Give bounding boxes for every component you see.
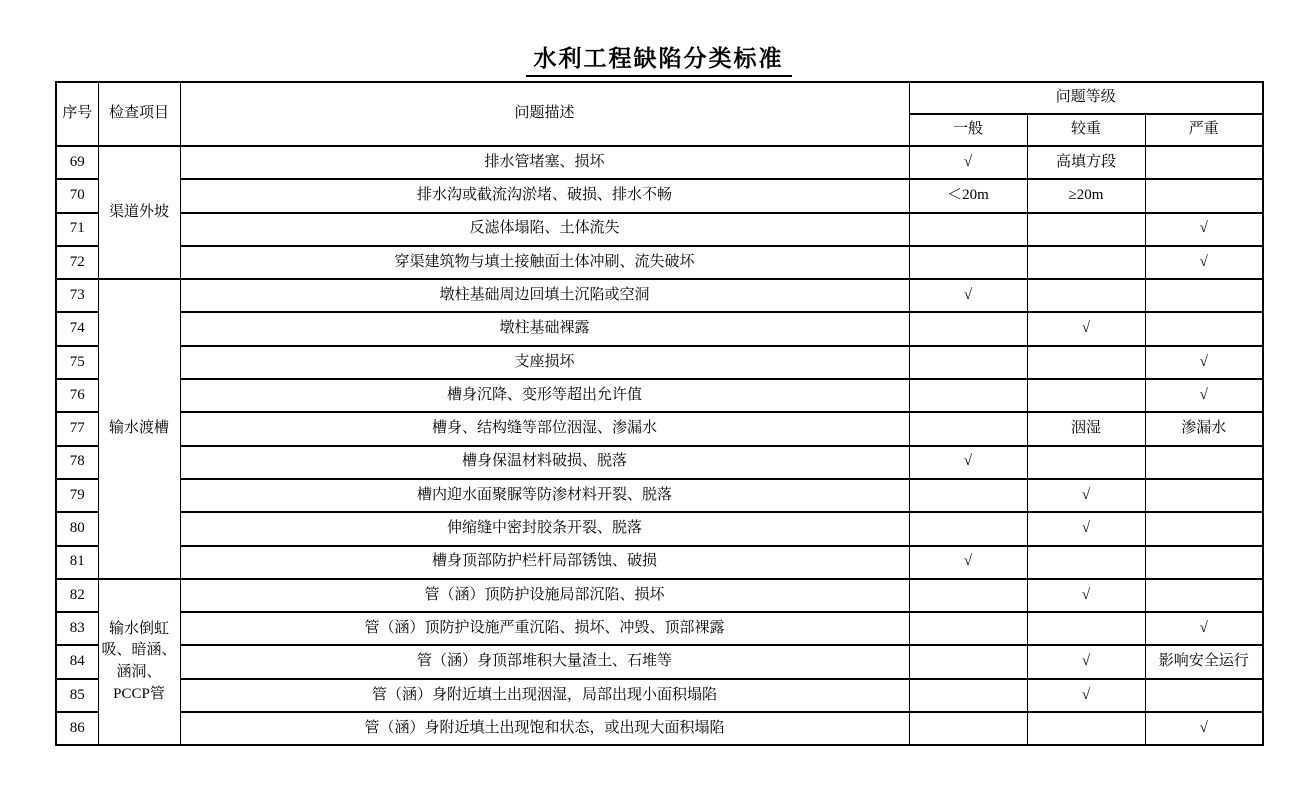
header-problem-grade: 问题等级	[909, 82, 1263, 114]
cell-grade-general	[909, 213, 1027, 246]
cell-grade-moderate: √	[1027, 512, 1145, 545]
cell-problem-description: 管（涵）身附近填土出现饱和状态，或出现大面积塌陷	[180, 712, 909, 745]
cell-grade-moderate: 洇湿	[1027, 412, 1145, 445]
table-row	[56, 179, 1263, 212]
cell-seq: 78	[56, 446, 98, 479]
table-header	[56, 82, 1263, 146]
cell-seq: 70	[56, 179, 98, 212]
cell-grade-general: √	[909, 146, 1027, 179]
cell-grade-severe: √	[1145, 346, 1263, 379]
cell-seq: 73	[56, 279, 98, 312]
table-row	[56, 579, 1263, 612]
cell-inspection-item: 输水倒虹吸、暗涵、涵洞、PCCP管	[98, 579, 180, 745]
cell-grade-general: √	[909, 546, 1027, 579]
cell-grade-moderate: √	[1027, 312, 1145, 345]
cell-grade-severe	[1145, 479, 1263, 512]
cell-grade-moderate	[1027, 446, 1145, 479]
table-body	[56, 146, 1263, 745]
cell-seq: 81	[56, 546, 98, 579]
table-row	[56, 679, 1263, 712]
cell-problem-description: 穿渠建筑物与填土接触面土体冲刷、流失破坏	[180, 246, 909, 279]
cell-problem-description: 槽身保温材料破损、脱落	[180, 446, 909, 479]
cell-grade-severe: √	[1145, 379, 1263, 412]
cell-inspection-item: 输水渡槽	[98, 279, 180, 579]
header-grade-general: 一般	[909, 114, 1027, 146]
cell-problem-description: 反滤体塌陷、土体流失	[180, 213, 909, 246]
table-row	[56, 479, 1263, 512]
header-problem-description: 问题描述	[180, 82, 909, 146]
table-row	[56, 246, 1263, 279]
cell-grade-general	[909, 312, 1027, 345]
cell-grade-severe: √	[1145, 612, 1263, 645]
cell-inspection-item: 渠道外坡	[98, 146, 180, 279]
cell-grade-general	[909, 246, 1027, 279]
cell-grade-general: √	[909, 446, 1027, 479]
cell-grade-general: √	[909, 279, 1027, 312]
cell-seq: 83	[56, 612, 98, 645]
header-seq: 序号	[56, 82, 98, 146]
cell-grade-general	[909, 579, 1027, 612]
table-row	[56, 346, 1263, 379]
table-row	[56, 612, 1263, 645]
cell-grade-moderate	[1027, 279, 1145, 312]
cell-problem-description: 排水管堵塞、损坏	[180, 146, 909, 179]
header-grade-moderate: 较重	[1027, 114, 1145, 146]
table-row	[56, 412, 1263, 445]
cell-grade-severe	[1145, 579, 1263, 612]
cell-grade-moderate	[1027, 246, 1145, 279]
title-container	[55, 44, 1262, 77]
cell-grade-severe: √	[1145, 213, 1263, 246]
cell-grade-general	[909, 679, 1027, 712]
table-row	[56, 446, 1263, 479]
cell-grade-moderate	[1027, 712, 1145, 745]
table-row	[56, 512, 1263, 545]
cell-seq: 69	[56, 146, 98, 179]
header-inspection-item: 检查项目	[98, 82, 180, 146]
cell-grade-severe	[1145, 312, 1263, 345]
cell-grade-general	[909, 712, 1027, 745]
table-row	[56, 279, 1263, 312]
cell-problem-description: 墩柱基础周边回填土沉陷或空洞	[180, 279, 909, 312]
header-row-top	[56, 82, 1263, 114]
cell-problem-description: 管（涵）身顶部堆积大量渣土、石堆等	[180, 645, 909, 678]
cell-grade-severe: 渗漏水	[1145, 412, 1263, 445]
cell-grade-moderate: 高填方段	[1027, 146, 1145, 179]
cell-grade-moderate: √	[1027, 645, 1145, 678]
cell-seq: 72	[56, 246, 98, 279]
table-row	[56, 546, 1263, 579]
cell-seq: 71	[56, 213, 98, 246]
cell-grade-severe	[1145, 679, 1263, 712]
cell-grade-severe: √	[1145, 712, 1263, 745]
cell-problem-description: 支座损坏	[180, 346, 909, 379]
table-row	[56, 379, 1263, 412]
cell-grade-severe	[1145, 279, 1263, 312]
cell-seq: 77	[56, 412, 98, 445]
cell-seq: 82	[56, 579, 98, 612]
cell-seq: 76	[56, 379, 98, 412]
cell-grade-general	[909, 412, 1027, 445]
cell-grade-general: ＜20m	[909, 179, 1027, 212]
cell-seq: 74	[56, 312, 98, 345]
cell-grade-moderate	[1027, 346, 1145, 379]
cell-problem-description: 槽身、结构缝等部位洇湿、渗漏水	[180, 412, 909, 445]
cell-grade-severe: 影响安全运行	[1145, 645, 1263, 678]
cell-grade-moderate: √	[1027, 579, 1145, 612]
cell-grade-severe	[1145, 179, 1263, 212]
cell-grade-moderate	[1027, 379, 1145, 412]
cell-grade-general	[909, 512, 1027, 545]
table-row	[56, 645, 1263, 678]
cell-problem-description: 管（涵）顶防护设施严重沉陷、损坏、冲毁、顶部裸露	[180, 612, 909, 645]
cell-grade-general	[909, 379, 1027, 412]
cell-grade-severe	[1145, 146, 1263, 179]
cell-problem-description: 管（涵）身附近填土出现洇湿，局部出现小面积塌陷	[180, 679, 909, 712]
cell-grade-general	[909, 346, 1027, 379]
cell-grade-severe	[1145, 446, 1263, 479]
cell-problem-description: 槽身沉降、变形等超出允许值	[180, 379, 909, 412]
cell-problem-description: 排水沟或截流沟淤堵、破损、排水不畅	[180, 179, 909, 212]
cell-problem-description: 墩柱基础裸露	[180, 312, 909, 345]
cell-seq: 85	[56, 679, 98, 712]
table-row	[56, 312, 1263, 345]
cell-grade-moderate: ≥20m	[1027, 179, 1145, 212]
table-row	[56, 213, 1263, 246]
table-row	[56, 146, 1263, 179]
cell-grade-general	[909, 479, 1027, 512]
cell-grade-moderate	[1027, 546, 1145, 579]
cell-grade-moderate	[1027, 612, 1145, 645]
cell-grade-severe: √	[1145, 246, 1263, 279]
cell-grade-severe	[1145, 512, 1263, 545]
header-grade-severe: 严重	[1145, 114, 1263, 146]
defect-classification-table	[55, 81, 1264, 746]
cell-problem-description: 伸缩缝中密封胶条开裂、脱落	[180, 512, 909, 545]
cell-grade-moderate: √	[1027, 679, 1145, 712]
cell-problem-description: 槽内迎水面聚脲等防渗材料开裂、脱落	[180, 479, 909, 512]
page-title: 水利工程缺陷分类标准	[526, 44, 792, 77]
table-row	[56, 712, 1263, 745]
cell-grade-general	[909, 612, 1027, 645]
cell-grade-general	[909, 645, 1027, 678]
cell-seq: 80	[56, 512, 98, 545]
cell-problem-description: 管（涵）顶防护设施局部沉陷、损坏	[180, 579, 909, 612]
cell-seq: 79	[56, 479, 98, 512]
cell-seq: 75	[56, 346, 98, 379]
cell-seq: 86	[56, 712, 98, 745]
cell-grade-moderate: √	[1027, 479, 1145, 512]
cell-problem-description: 槽身顶部防护栏杆局部锈蚀、破损	[180, 546, 909, 579]
cell-grade-moderate	[1027, 213, 1145, 246]
cell-seq: 84	[56, 645, 98, 678]
cell-grade-severe	[1145, 546, 1263, 579]
